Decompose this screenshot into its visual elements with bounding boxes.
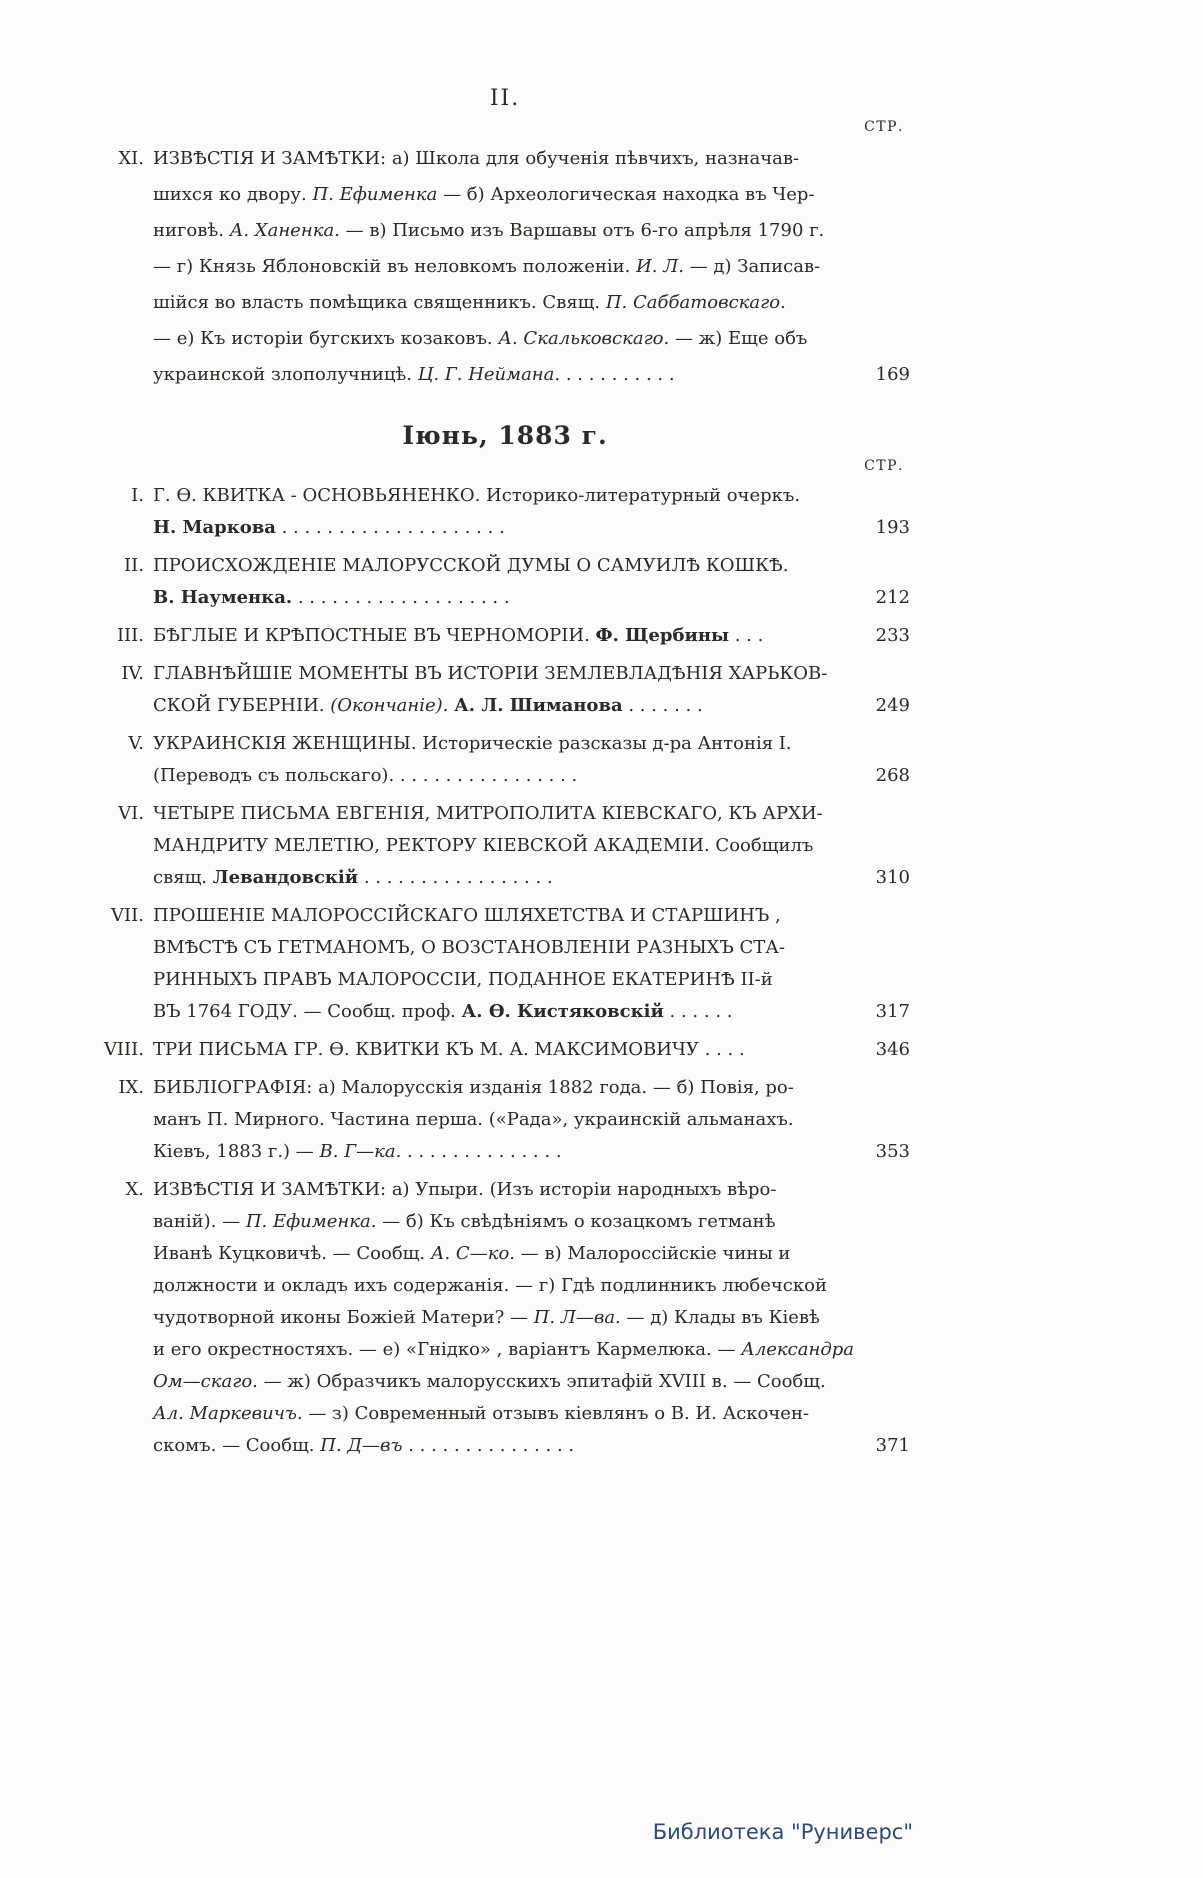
author-name: А. Скальковскаго. [498, 328, 670, 349]
entry-text-segment: манъ П. Мирного. Частина перша. («Рада», украинскій альманахъ. [153, 1109, 794, 1130]
entry-line [153, 1136, 856, 1168]
section-heading: Іюнь, 1883 г. [402, 421, 608, 450]
entry-text-segment: — ж) Еще объ [669, 328, 808, 349]
entry-line [153, 932, 856, 964]
entry-body [153, 1174, 856, 1462]
author-name: А. С—ко. [430, 1243, 515, 1264]
author-name: П. Ефименка [312, 184, 438, 205]
toc-entry [100, 141, 910, 393]
entry-body [153, 620, 856, 652]
entry-line [153, 1104, 856, 1136]
entry-text-segment: ВМѢСТѢ СЪ ГЕТМАНОМЪ, О ВОЗСТАНОВЛЕНІИ РАЗНЫХЪ СТА- [153, 937, 785, 958]
entry-body [153, 900, 856, 1028]
author-name: В. Науменка. [153, 587, 293, 608]
entry-line [153, 357, 856, 393]
entry-line [153, 177, 856, 213]
entry-text-segment: — д) Записав- [683, 256, 821, 277]
entry-line [153, 690, 856, 722]
entry-page-number: 346 [875, 1039, 910, 1060]
entry-body [153, 658, 856, 722]
entry-page-number: 317 [875, 1001, 910, 1022]
author-name: Левандовскій [212, 867, 359, 888]
entry-text-segment: — б) Археологическая находка въ Чер- [437, 184, 815, 205]
entry-line [153, 285, 856, 321]
author-name: Ц. Г. Неймана. [417, 364, 561, 385]
entry-text-segment: МАНДРИТУ МЕЛЕТІЮ, РЕКТОРУ КІЕВСКОЙ АКАДЕМІИ. Сообщилъ [153, 835, 814, 856]
entry-page-number: 233 [875, 625, 910, 646]
entry-body [153, 480, 856, 544]
entry-line [153, 798, 856, 830]
author-name: П. Д—въ [320, 1435, 403, 1456]
toc-entry [100, 728, 910, 792]
entry-line [153, 1366, 856, 1398]
entry-text-segment: . . . . . . . . . . . . . . . . . . . [292, 587, 510, 608]
entry-line [153, 996, 856, 1028]
entry-text-segment: — е) Къ исторіи бугскихъ козаковъ. [153, 328, 499, 349]
entry-page-number: 268 [875, 765, 910, 786]
entry-text-segment: (Переводъ съ польскаго). . . . . . . . . . . . . . . . . [153, 765, 578, 786]
entry-body [153, 1072, 856, 1168]
entry-text-segment: украинской злополучницѣ. [153, 364, 418, 385]
author-name: А. Ѳ. Кистяковскій [461, 1001, 664, 1022]
entry-roman-numeral: II. [124, 555, 144, 576]
entry-line [153, 862, 856, 894]
entry-text-segment: . . . . . . . [622, 695, 703, 716]
entry-line [153, 249, 856, 285]
entry-text-segment: должности и окладъ ихъ содержанія. — г) Гдѣ подлинникъ любечской [153, 1275, 827, 1296]
entry-line [153, 1174, 856, 1206]
entry-text-segment: ниговѣ. [153, 220, 230, 241]
author-name: Н. Маркова [153, 517, 276, 538]
entry-text-segment: ваній). — [153, 1211, 246, 1232]
entry-line [153, 512, 856, 544]
entry-roman-numeral: VI. [118, 803, 144, 824]
page-column-header-top: СТР. [864, 119, 904, 135]
entry-line [153, 1034, 856, 1066]
entry-line [153, 1430, 856, 1462]
author-name: В. Г—ка. [319, 1141, 402, 1162]
entry-line [153, 141, 856, 177]
entry-text-segment: . . . . . . . . . . . . . . . . . . . . [275, 517, 505, 538]
toc-entry [100, 900, 910, 1028]
entry-body [153, 798, 856, 894]
entry-text-segment: . . . . . . . . . . . . . . . . . [358, 867, 553, 888]
entry-text-segment: . . . [729, 625, 764, 646]
entry-text-segment: . . . . . . [663, 1001, 733, 1022]
entry-text-segment: . . . . . . . . . . [560, 364, 675, 385]
entry-line [153, 550, 856, 582]
entry-text-segment: — г) Князь Яблоновскій въ неловкомъ положеніи. [153, 256, 637, 277]
entry-text-segment: ГЛАВНѢЙШІЕ МОМЕНТЫ ВЪ ИСТОРІИ ЗЕМЛЕВЛАДѢНІЯ ХАРЬКОВ- [153, 663, 828, 684]
toc-entry [100, 1034, 910, 1066]
entry-roman-numeral: VII. [111, 905, 144, 926]
library-watermark: Библиотека "Руниверс" [652, 1820, 913, 1844]
entry-text-segment: — ж) Образчикъ малорусскихъ эпитафій XVIII в. — Сообщ. [257, 1371, 826, 1392]
entry-text-segment: шійся во власть помѣщика священникъ. Свящ. [153, 292, 606, 313]
entry-line [153, 321, 856, 357]
entry-body [153, 1034, 856, 1066]
entry-text-segment: БѢГЛЫЕ И КРѢПОСТНЫЕ ВЪ ЧЕРНОМОРІИ. [153, 625, 596, 646]
entry-text-segment: — б) Къ свѣдѣніямъ о козацкомъ гетманѣ [376, 1211, 776, 1232]
entry-roman-numeral: IX. [118, 1077, 144, 1098]
entry-page-number: 169 [875, 364, 910, 385]
entry-roman-numeral: X. [125, 1179, 144, 1200]
toc-entry [100, 480, 910, 544]
toc-entry [100, 658, 910, 722]
entry-text-segment: . . . . . . . . . . . . . . [401, 1141, 562, 1162]
author-name: П. Л—ва. [533, 1307, 621, 1328]
entry-text-segment: ИЗВѢСТІЯ И ЗАМѢТКИ: а) Школа для обученія пѣвчихъ, назначав- [153, 148, 800, 169]
entry-text-segment: . . . . . . . . . . . . . . . [402, 1435, 575, 1456]
entry-line [153, 1072, 856, 1104]
toc-entry [100, 1072, 910, 1168]
author-name: (Окончаніе). [330, 695, 449, 716]
author-name: Александра [741, 1339, 855, 1360]
entry-text-segment: ЧЕТЫРЕ ПИСЬМА ЕВГЕНІЯ, МИТРОПОЛИТА КІЕВСКАГО, КЪ АРХИ- [153, 803, 823, 824]
toc-entry [100, 620, 910, 652]
entry-line [153, 900, 856, 932]
entry-page-number: 212 [875, 587, 910, 608]
entry-page-number: 193 [875, 517, 910, 538]
entry-text-segment: СКОЙ ГУБЕРНІИ. [153, 695, 331, 716]
entry-text-segment: УКРАИНСКІЯ ЖЕНЩИНЫ. Историческіе разсказы д-ра Антонія І. [153, 733, 792, 754]
entry-text-segment: РИННЫХЪ ПРАВЪ МАЛОРОССІИ, ПОДАННОЕ ЕКАТЕРИНѢ II-й [153, 969, 773, 990]
entry-line [153, 582, 856, 614]
author-name: И. Л. [636, 256, 684, 277]
entry-line [153, 1334, 856, 1366]
entry-roman-numeral: III. [116, 625, 144, 646]
entry-line [153, 1302, 856, 1334]
entry-text-segment: скомъ. — Сообщ. [153, 1435, 321, 1456]
entry-text-segment: — з) Современный отзывъ кіевлянъ о В. И. Аскочен- [302, 1403, 810, 1424]
entry-line [153, 1238, 856, 1270]
entry-roman-numeral: IV. [121, 663, 144, 684]
entry-line [153, 728, 856, 760]
author-name: А. Ханенка. [229, 220, 340, 241]
entry-line [153, 213, 856, 249]
author-name: Ом—скаго. [153, 1371, 258, 1392]
entry-line [153, 1270, 856, 1302]
entry-text-segment: Иванѣ Куцковичѣ. — Сообщ. [153, 1243, 431, 1264]
entry-text-segment: Кіевъ, 1883 г.) — [153, 1141, 320, 1162]
entry-text-segment: ТРИ ПИСЬМА ГР. Ѳ. КВИТКИ КЪ М. А. МАКСИМОВИЧУ . . . . [153, 1039, 745, 1060]
author-name: Ф. Щербины [595, 625, 730, 646]
toc-entry [100, 1174, 910, 1462]
entry-text-segment: БИБЛІОГРАФІЯ: а) Малорусскія изданія 1882 года. — б) Повія, ро- [153, 1077, 794, 1098]
entry-line [153, 1206, 856, 1238]
entry-roman-numeral: V. [128, 733, 144, 754]
author-name: А. Л. Шиманова [454, 695, 623, 716]
entry-text-segment: свящ. [153, 867, 213, 888]
entry-page-number: 353 [875, 1141, 910, 1162]
toc-entry [100, 550, 910, 614]
entry-text-segment: Г. Ѳ. КВИТКА - ОСНОВЬЯНЕНКО. Историко-литературный очеркъ. [153, 485, 801, 506]
entry-line [153, 480, 856, 512]
entry-text-segment: ПРОИСХОЖДЕНІЕ МАЛОРУССКОЙ ДУМЫ О САМУИЛѢ КОШКѢ. [153, 555, 789, 576]
entry-line [153, 620, 856, 652]
entry-text-segment: ПРОШЕНІЕ МАЛОРОССІЙСКАГО ШЛЯХЕТСТВА И СТАРШИНЪ , [153, 905, 781, 926]
entry-text-segment: — в) Письмо изъ Варшавы отъ 6-го апрѣля 1790 г. [339, 220, 825, 241]
author-name: Ал. Маркевичъ. [153, 1403, 303, 1424]
author-name: П. Саббатовскаго. [605, 292, 786, 313]
entry-body [153, 550, 856, 614]
entry-page-number: 310 [875, 867, 910, 888]
entry-text-segment: — в) Малороссійскіе чины и [515, 1243, 791, 1264]
entry-line [153, 760, 856, 792]
author-name: П. Ефименка. [245, 1211, 377, 1232]
toc-entries [100, 480, 910, 1462]
entry-line [153, 1398, 856, 1430]
entry-roman-numeral: VIII. [103, 1039, 144, 1060]
entry-line [153, 830, 856, 862]
entry-body [153, 728, 856, 792]
entry-line [153, 964, 856, 996]
entry-text-segment: и его окрестностяхъ. — е) «Гнідко» , варіантъ Кармелюка. — [153, 1339, 742, 1360]
continuation-entries [100, 141, 910, 393]
entry-roman-numeral: I. [131, 485, 144, 506]
entry-body [153, 141, 856, 393]
entry-page-number: 371 [875, 1435, 910, 1456]
entry-text-segment: шихся ко двору. [153, 184, 313, 205]
page-column-header-section: СТР. [864, 458, 904, 474]
entry-page-number: 249 [875, 695, 910, 716]
toc-entry [100, 798, 910, 894]
entry-text-segment: ИЗВѢСТІЯ И ЗАМѢТКИ: а) Упыри. (Изъ исторіи народныхъ вѣро- [153, 1179, 777, 1200]
page-number-roman: II. [489, 86, 521, 111]
entry-text-segment: чудотворной иконы Божіей Матери? — [153, 1307, 534, 1328]
page-content [100, 86, 910, 1468]
entry-text-segment: — д) Клады въ Кіевѣ [620, 1307, 820, 1328]
entry-roman-numeral: XI. [118, 148, 144, 169]
entry-line [153, 658, 856, 690]
entry-text-segment: ВЪ 1764 ГОДУ. — Сообщ. проф. [153, 1001, 462, 1022]
